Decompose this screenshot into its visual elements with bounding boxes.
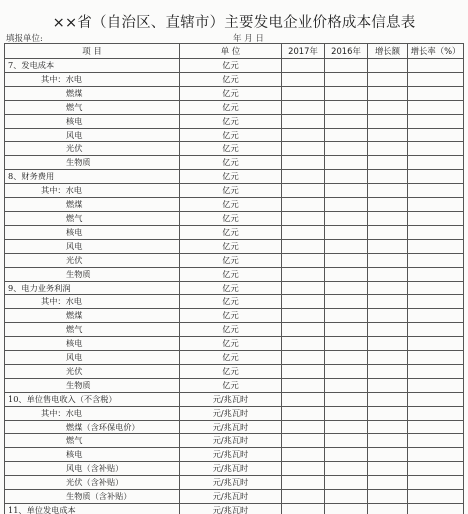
row-unit: 亿元 xyxy=(180,378,282,392)
rate-cell[interactable] xyxy=(408,351,464,365)
row-item-label: 9、电力业务利润 xyxy=(5,281,180,295)
table-header-row xyxy=(5,44,464,59)
table-row xyxy=(5,170,464,184)
value-2016-cell[interactable] xyxy=(325,323,368,337)
value-2016-cell[interactable] xyxy=(325,281,368,295)
value-2016-cell[interactable] xyxy=(325,462,368,476)
row-item-label: 燃煤 xyxy=(5,309,180,323)
increase-cell[interactable] xyxy=(368,504,408,514)
value-2016-cell[interactable] xyxy=(325,211,368,225)
table-row xyxy=(5,225,464,239)
value-2016-cell[interactable] xyxy=(325,434,368,448)
table-row xyxy=(5,434,464,448)
value-2016-cell[interactable] xyxy=(325,364,368,378)
increase-cell[interactable] xyxy=(368,100,408,114)
increase-cell[interactable] xyxy=(368,448,408,462)
table-row xyxy=(5,128,464,142)
row-item-label: 10、单位售电收入（不含税） xyxy=(5,392,180,406)
row-item-label: 其中：水电 xyxy=(5,72,180,86)
header-rate: 增长率（%） xyxy=(408,44,464,59)
row-item-label: 生物质 xyxy=(5,156,180,170)
rate-cell[interactable] xyxy=(408,211,464,225)
rate-cell[interactable] xyxy=(408,406,464,420)
row-item-label: 光伏 xyxy=(5,253,180,267)
header-unit: 单 位 xyxy=(180,44,282,59)
table-row xyxy=(5,239,464,253)
value-2016-cell[interactable] xyxy=(325,392,368,406)
row-item-label: 生物质 xyxy=(5,378,180,392)
rate-cell[interactable] xyxy=(408,281,464,295)
value-2017-cell[interactable] xyxy=(282,128,325,142)
row-item-label: 燃气 xyxy=(5,100,180,114)
row-unit: 亿元 xyxy=(180,225,282,239)
rate-cell[interactable] xyxy=(408,504,464,514)
value-2016-cell[interactable] xyxy=(325,378,368,392)
rate-cell[interactable] xyxy=(408,59,464,73)
table-row xyxy=(5,448,464,462)
value-2017-cell[interactable] xyxy=(282,239,325,253)
value-2017-cell[interactable] xyxy=(282,267,325,281)
rate-cell[interactable] xyxy=(408,364,464,378)
table-body xyxy=(5,59,464,514)
row-unit: 亿元 xyxy=(180,59,282,73)
increase-cell[interactable] xyxy=(368,86,408,100)
row-unit: 亿元 xyxy=(180,364,282,378)
row-unit: 亿元 xyxy=(180,323,282,337)
value-2016-cell[interactable] xyxy=(325,170,368,184)
value-2017-cell[interactable] xyxy=(282,392,325,406)
value-2016-cell[interactable] xyxy=(325,490,368,504)
table-row xyxy=(5,406,464,420)
value-2017-cell[interactable] xyxy=(282,351,325,365)
value-2017-cell[interactable] xyxy=(282,86,325,100)
value-2017-cell[interactable] xyxy=(282,323,325,337)
value-2016-cell[interactable] xyxy=(325,420,368,434)
value-2016-cell[interactable] xyxy=(325,239,368,253)
value-2017-cell[interactable] xyxy=(282,309,325,323)
value-2016-cell[interactable] xyxy=(325,253,368,267)
row-unit: 亿元 xyxy=(180,337,282,351)
row-item-label: 8、财务费用 xyxy=(5,170,180,184)
increase-cell[interactable] xyxy=(368,128,408,142)
rate-cell[interactable] xyxy=(408,476,464,490)
increase-cell[interactable] xyxy=(368,211,408,225)
value-2017-cell[interactable] xyxy=(282,406,325,420)
row-item-label: 燃气 xyxy=(5,434,180,448)
row-unit: 元/兆瓦时 xyxy=(180,476,282,490)
row-unit: 亿元 xyxy=(180,72,282,86)
row-item-label: 其中：水电 xyxy=(5,406,180,420)
row-item-label: 核电 xyxy=(5,448,180,462)
row-item-label: 燃气 xyxy=(5,211,180,225)
rate-cell[interactable] xyxy=(408,253,464,267)
value-2016-cell[interactable] xyxy=(325,198,368,212)
row-unit: 亿元 xyxy=(180,211,282,225)
value-2016-cell[interactable] xyxy=(325,114,368,128)
value-2017-cell[interactable] xyxy=(282,225,325,239)
value-2017-cell[interactable] xyxy=(282,337,325,351)
value-2017-cell[interactable] xyxy=(282,490,325,504)
rate-cell[interactable] xyxy=(408,337,464,351)
increase-cell[interactable] xyxy=(368,72,408,86)
header-increase: 增长额 xyxy=(368,44,408,59)
value-2017-cell[interactable] xyxy=(282,184,325,198)
row-unit: 亿元 xyxy=(180,198,282,212)
header-2016: 2016年 xyxy=(325,44,368,59)
row-unit: 亿元 xyxy=(180,253,282,267)
row-item-label: 光伏 xyxy=(5,142,180,156)
value-2016-cell[interactable] xyxy=(325,504,368,514)
increase-cell[interactable] xyxy=(368,392,408,406)
table-row xyxy=(5,476,464,490)
value-2017-cell[interactable] xyxy=(282,434,325,448)
value-2017-cell[interactable] xyxy=(282,59,325,73)
rate-cell[interactable] xyxy=(408,225,464,239)
rate-cell[interactable] xyxy=(408,309,464,323)
row-unit: 亿元 xyxy=(180,239,282,253)
row-unit: 亿元 xyxy=(180,114,282,128)
rate-cell[interactable] xyxy=(408,434,464,448)
row-unit: 元/兆瓦时 xyxy=(180,420,282,434)
increase-cell[interactable] xyxy=(368,170,408,184)
increase-cell[interactable] xyxy=(368,156,408,170)
rate-cell[interactable] xyxy=(408,170,464,184)
rate-cell[interactable] xyxy=(408,295,464,309)
row-item-label: 风电 xyxy=(5,239,180,253)
value-2016-cell[interactable] xyxy=(325,184,368,198)
value-2017-cell[interactable] xyxy=(282,198,325,212)
table-row xyxy=(5,281,464,295)
value-2017-cell[interactable] xyxy=(282,504,325,514)
value-2016-cell[interactable] xyxy=(325,448,368,462)
increase-cell[interactable] xyxy=(368,406,408,420)
value-2016-cell[interactable] xyxy=(325,337,368,351)
row-item-label: 风电 xyxy=(5,351,180,365)
table-row xyxy=(5,198,464,212)
table-row xyxy=(5,72,464,86)
value-2017-cell[interactable] xyxy=(282,281,325,295)
increase-cell[interactable] xyxy=(368,462,408,476)
value-2017-cell[interactable] xyxy=(282,156,325,170)
value-2017-cell[interactable] xyxy=(282,114,325,128)
value-2016-cell[interactable] xyxy=(325,156,368,170)
row-item-label: 风电（含补贴） xyxy=(5,462,180,476)
increase-cell[interactable] xyxy=(368,198,408,212)
rate-cell[interactable] xyxy=(408,420,464,434)
row-unit: 亿元 xyxy=(180,142,282,156)
rate-cell[interactable] xyxy=(408,267,464,281)
date-label: 年 月 日 xyxy=(233,34,264,44)
table-row xyxy=(5,337,464,351)
table-row xyxy=(5,142,464,156)
row-unit: 元/兆瓦时 xyxy=(180,406,282,420)
table-row xyxy=(5,364,464,378)
increase-cell[interactable] xyxy=(368,378,408,392)
row-unit: 亿元 xyxy=(180,184,282,198)
row-unit: 元/兆瓦时 xyxy=(180,448,282,462)
row-item-label: 核电 xyxy=(5,337,180,351)
increase-cell[interactable] xyxy=(368,364,408,378)
table-row xyxy=(5,462,464,476)
row-item-label: 其中：水电 xyxy=(5,295,180,309)
rate-cell[interactable] xyxy=(408,156,464,170)
increase-cell[interactable] xyxy=(368,253,408,267)
rate-cell[interactable] xyxy=(408,72,464,86)
increase-cell[interactable] xyxy=(368,142,408,156)
row-item-label: 燃煤（含环保电价） xyxy=(5,420,180,434)
table-row xyxy=(5,59,464,73)
table-row xyxy=(5,86,464,100)
rate-cell[interactable] xyxy=(408,378,464,392)
row-item-label: 燃气 xyxy=(5,323,180,337)
increase-cell[interactable] xyxy=(368,420,408,434)
cost-info-table xyxy=(4,43,464,514)
row-unit: 元/兆瓦时 xyxy=(180,490,282,504)
value-2016-cell[interactable] xyxy=(325,406,368,420)
row-unit: 元/兆瓦时 xyxy=(180,504,282,514)
value-2017-cell[interactable] xyxy=(282,462,325,476)
rate-cell[interactable] xyxy=(408,142,464,156)
row-unit: 亿元 xyxy=(180,351,282,365)
value-2016-cell[interactable] xyxy=(325,128,368,142)
value-2017-cell[interactable] xyxy=(282,253,325,267)
rate-cell[interactable] xyxy=(408,462,464,476)
header-item: 项 目 xyxy=(5,44,180,59)
row-item-label: 光伏 xyxy=(5,364,180,378)
increase-cell[interactable] xyxy=(368,309,408,323)
value-2016-cell[interactable] xyxy=(325,295,368,309)
table-row xyxy=(5,253,464,267)
rate-cell[interactable] xyxy=(408,100,464,114)
table-row xyxy=(5,378,464,392)
row-unit: 元/兆瓦时 xyxy=(180,434,282,448)
increase-cell[interactable] xyxy=(368,337,408,351)
value-2017-cell[interactable] xyxy=(282,378,325,392)
increase-cell[interactable] xyxy=(368,351,408,365)
table-row xyxy=(5,267,464,281)
row-unit: 元/兆瓦时 xyxy=(180,392,282,406)
row-unit: 亿元 xyxy=(180,309,282,323)
value-2016-cell[interactable] xyxy=(325,351,368,365)
filler-unit-label: 填报单位: xyxy=(6,34,43,44)
row-item-label: 生物质（含补贴） xyxy=(5,490,180,504)
value-2017-cell[interactable] xyxy=(282,72,325,86)
table-row xyxy=(5,392,464,406)
value-2017-cell[interactable] xyxy=(282,295,325,309)
header-2017: 2017年 xyxy=(282,44,325,59)
increase-cell[interactable] xyxy=(368,114,408,128)
increase-cell[interactable] xyxy=(368,295,408,309)
value-2016-cell[interactable] xyxy=(325,100,368,114)
row-unit: 亿元 xyxy=(180,281,282,295)
table-row xyxy=(5,351,464,365)
rate-cell[interactable] xyxy=(408,490,464,504)
document-title: ××省（自治区、直辖市）主要发电企业价格成本信息表 xyxy=(52,15,416,31)
increase-cell[interactable] xyxy=(368,323,408,337)
value-2017-cell[interactable] xyxy=(282,448,325,462)
value-2017-cell[interactable] xyxy=(282,170,325,184)
increase-cell[interactable] xyxy=(368,267,408,281)
row-unit: 亿元 xyxy=(180,170,282,184)
rate-cell[interactable] xyxy=(408,86,464,100)
table-row xyxy=(5,323,464,337)
increase-cell[interactable] xyxy=(368,281,408,295)
row-item-label: 生物质 xyxy=(5,267,180,281)
value-2017-cell[interactable] xyxy=(282,364,325,378)
value-2017-cell[interactable] xyxy=(282,100,325,114)
increase-cell[interactable] xyxy=(368,434,408,448)
value-2016-cell[interactable] xyxy=(325,267,368,281)
rate-cell[interactable] xyxy=(408,184,464,198)
table-row xyxy=(5,309,464,323)
table-row xyxy=(5,295,464,309)
increase-cell[interactable] xyxy=(368,225,408,239)
rate-cell[interactable] xyxy=(408,448,464,462)
row-unit: 亿元 xyxy=(180,295,282,309)
row-unit: 亿元 xyxy=(180,267,282,281)
row-item-label: 燃煤 xyxy=(5,86,180,100)
table-row xyxy=(5,420,464,434)
table-row xyxy=(5,504,464,514)
row-item-label: 7、发电成本 xyxy=(5,59,180,73)
row-unit: 亿元 xyxy=(180,100,282,114)
table-row xyxy=(5,211,464,225)
increase-cell[interactable] xyxy=(368,239,408,253)
row-item-label: 燃煤 xyxy=(5,198,180,212)
increase-cell[interactable] xyxy=(368,490,408,504)
value-2016-cell[interactable] xyxy=(325,72,368,86)
value-2017-cell[interactable] xyxy=(282,420,325,434)
value-2016-cell[interactable] xyxy=(325,476,368,490)
row-unit: 元/兆瓦时 xyxy=(180,462,282,476)
rate-cell[interactable] xyxy=(408,114,464,128)
value-2017-cell[interactable] xyxy=(282,142,325,156)
table-row xyxy=(5,184,464,198)
value-2017-cell[interactable] xyxy=(282,211,325,225)
row-item-label: 风电 xyxy=(5,128,180,142)
value-2016-cell[interactable] xyxy=(325,142,368,156)
value-2016-cell[interactable] xyxy=(325,225,368,239)
row-unit: 亿元 xyxy=(180,156,282,170)
row-unit: 亿元 xyxy=(180,86,282,100)
row-unit: 亿元 xyxy=(180,128,282,142)
table-row xyxy=(5,490,464,504)
rate-cell[interactable] xyxy=(408,392,464,406)
rate-cell[interactable] xyxy=(408,128,464,142)
value-2016-cell[interactable] xyxy=(325,309,368,323)
row-item-label: 11、单位发电成本 xyxy=(5,504,180,514)
table-row xyxy=(5,156,464,170)
table-row xyxy=(5,114,464,128)
value-2016-cell[interactable] xyxy=(325,59,368,73)
row-item-label: 核电 xyxy=(5,114,180,128)
value-2017-cell[interactable] xyxy=(282,476,325,490)
increase-cell[interactable] xyxy=(368,59,408,73)
value-2016-cell[interactable] xyxy=(325,86,368,100)
increase-cell[interactable] xyxy=(368,184,408,198)
row-item-label: 核电 xyxy=(5,225,180,239)
rate-cell[interactable] xyxy=(408,198,464,212)
row-item-label: 其中：水电 xyxy=(5,184,180,198)
row-item-label: 光伏（含补贴） xyxy=(5,476,180,490)
rate-cell[interactable] xyxy=(408,323,464,337)
rate-cell[interactable] xyxy=(408,239,464,253)
table-row xyxy=(5,100,464,114)
increase-cell[interactable] xyxy=(368,476,408,490)
